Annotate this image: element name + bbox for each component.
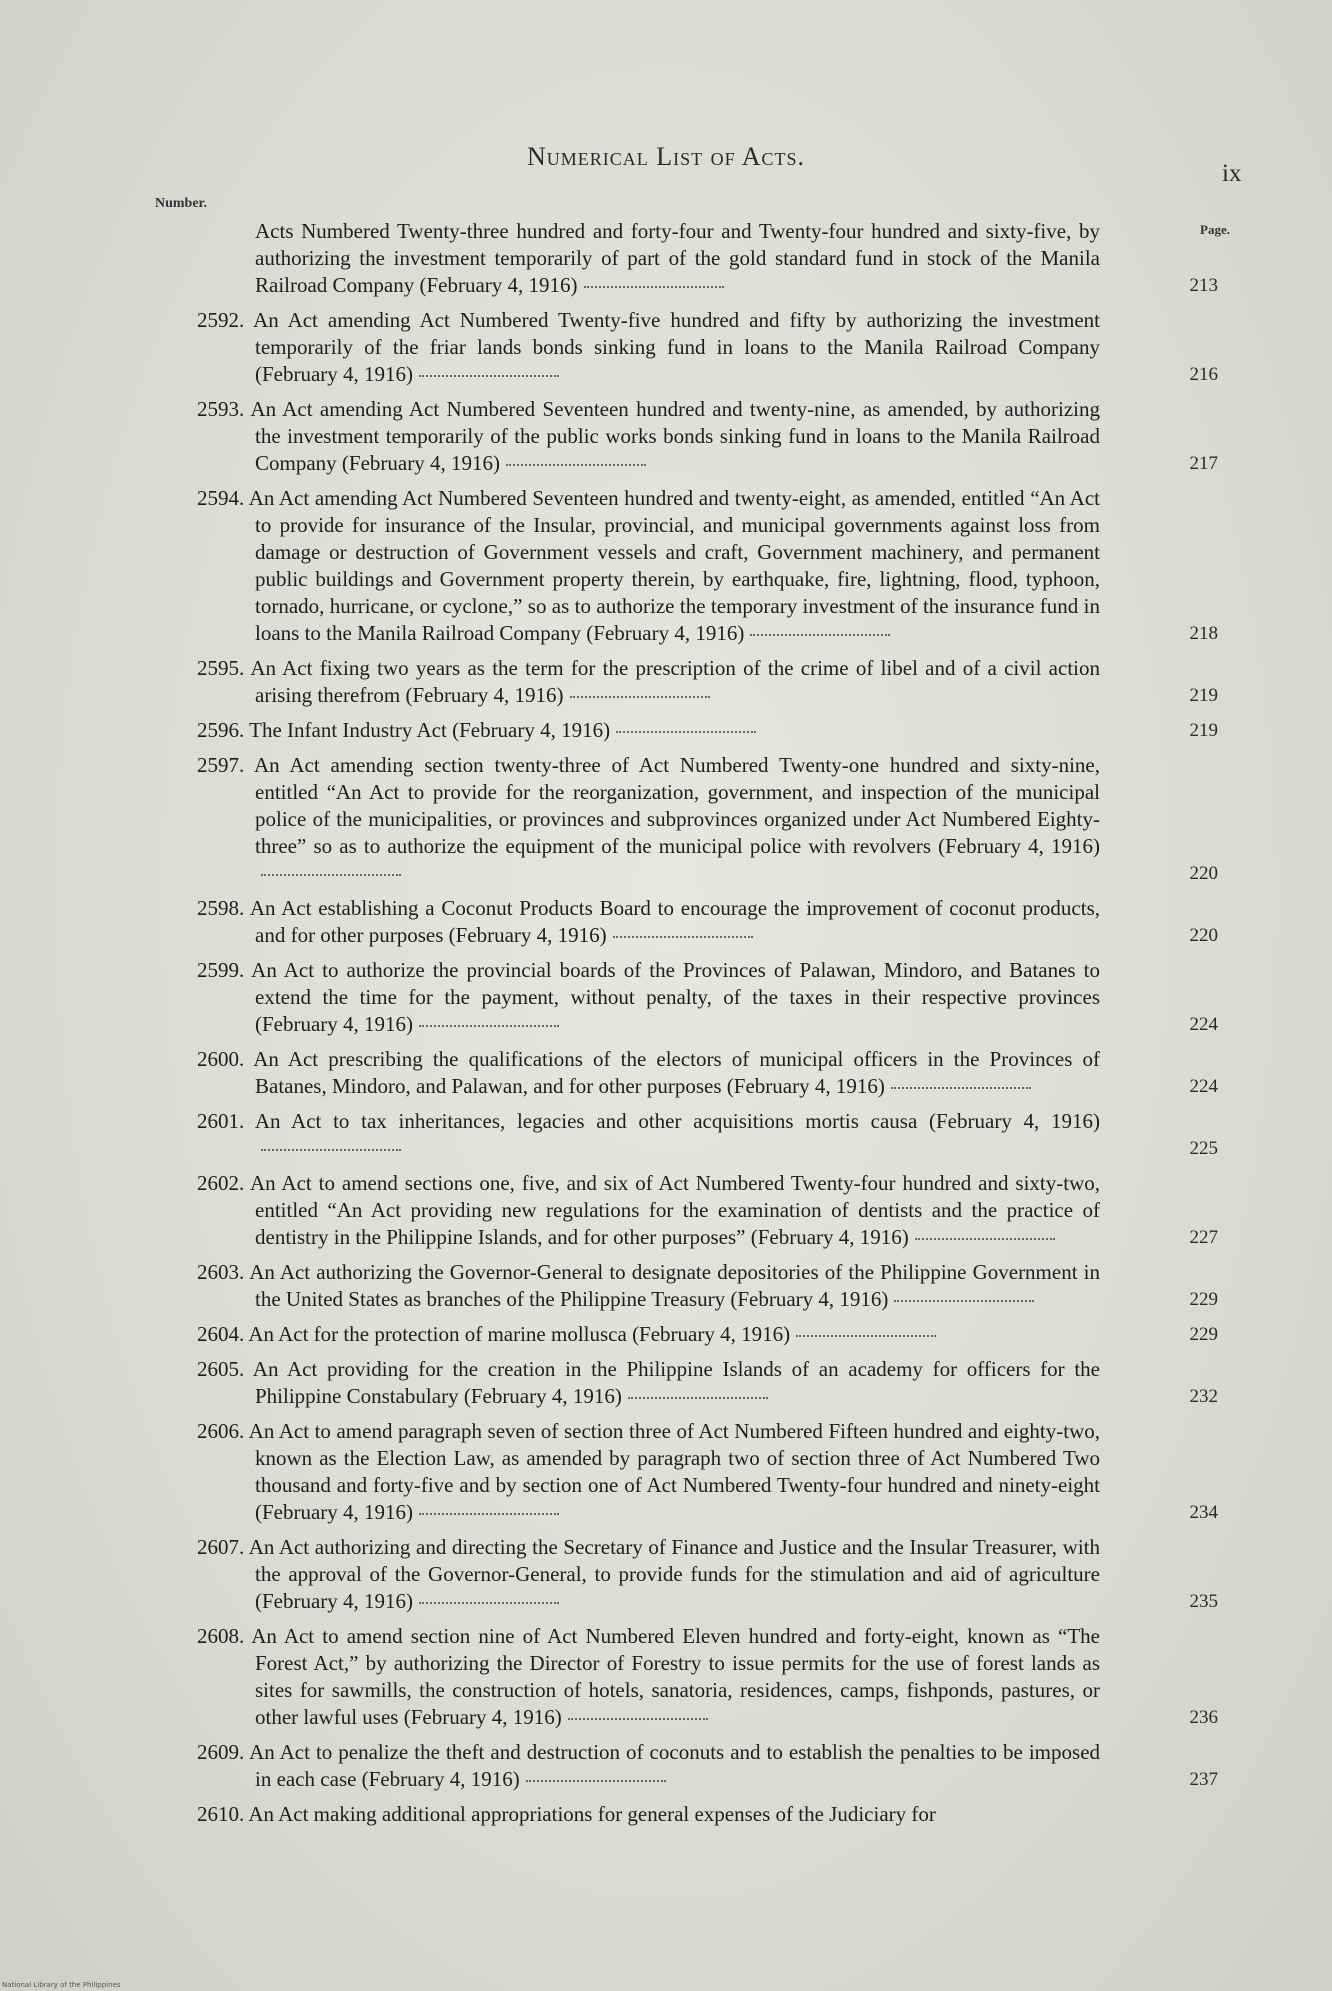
- act-description: An Act authorizing and directing the Secretary of Finance and Justice and the Insular Treasurer, with the approval of the Governor-General, to provide funds for the stimulation and aid of agriculture (February 4, 1916): [248, 1535, 1100, 1613]
- act-description: An Act providing for the creation in the Philippine Islands of an academy for officers for the Philippine Constabulary (February 4, 1916): [252, 1357, 1101, 1408]
- act-entry: [110, 752, 1260, 887]
- list-item: [110, 218, 1260, 299]
- act-entry: [110, 717, 1260, 744]
- dot-leader: [915, 1238, 1055, 1240]
- act-entry: [110, 957, 1260, 1038]
- dot-leader: [628, 1397, 768, 1399]
- dot-leader: [419, 1602, 559, 1604]
- list-item: [110, 895, 1260, 949]
- act-description: An Act amending Act Numbered Twenty-five hundred and fifty by authorizing the investment temporarily of the friar lands bonds sinking fund in loans to the Manila Railroad Company (February 4, 1916): [253, 308, 1100, 386]
- page-reference: 219: [1189, 685, 1218, 706]
- act-entry: [110, 1801, 1260, 1828]
- list-item: [110, 1356, 1260, 1410]
- list-item: [110, 1108, 1260, 1162]
- page-title: Numerical List of Acts.: [526, 142, 806, 171]
- dot-leader: [261, 874, 401, 876]
- dot-leader: [750, 634, 890, 636]
- page-reference: 237: [1189, 1769, 1218, 1790]
- act-description: An Act to amend section nine of Act Numbered Eleven hundred and forty-eight, known as “The Forest Act,” by authorizing the Director of Forestry to issue permits for the use of forest lands as sites for sawmills, the construction of hotels, sanatoria, residences, camps, fishponds, pastures, or other lawful uses (February 4, 1916): [251, 1624, 1101, 1729]
- act-description: An Act to tax inheritances, legacies and other acquisitions mortis causa (February 4, 1916): [254, 1109, 1101, 1133]
- scan-source-tag: National Library of the Philippines: [2, 1981, 121, 1989]
- act-description: An Act amending Act Numbered Seventeen hundred and twenty-nine, as amended, by authorizing the investment temporarily of the public works bonds sinking fund in loans to the Manila Railroad Company (February 4, 1916): [250, 397, 1100, 475]
- dot-leader: [891, 1087, 1031, 1089]
- act-description: An Act to amend paragraph seven of section three of Act Numbered Fifteen hundred and eighty-two, known as the Election Law, as amended by paragraph two of section three of Act Numbered Two thousand and forty-five and by section one of Act Numbered Twenty-four hundred and ninety-eight (February 4, 1916): [248, 1419, 1100, 1524]
- act-description: An Act to authorize the provincial boards of the Provinces of Palawan, Mindoro, and Batanes to extend the time for the payment, without penalty, of the taxes in their respective provinces (February 4, 1916): [251, 958, 1100, 1036]
- act-number: 2599.: [197, 958, 245, 982]
- acts-list: [110, 218, 1260, 1836]
- page-reference: 227: [1189, 1227, 1218, 1248]
- act-entry: [110, 655, 1260, 709]
- list-item: [110, 485, 1260, 647]
- dot-leader: [261, 1149, 401, 1151]
- list-item: [110, 717, 1260, 744]
- act-description: An Act fixing two years as the term for the prescription of the crime of libel and of a civil action arising therefrom (February 4, 1916): [250, 656, 1100, 707]
- dot-leader: [570, 696, 710, 698]
- list-item: [110, 1534, 1260, 1615]
- list-item: [110, 1321, 1260, 1348]
- list-item: [110, 1046, 1260, 1100]
- dot-leader: [419, 1025, 559, 1027]
- page-reference: 224: [1189, 1014, 1218, 1035]
- act-entry: [110, 485, 1260, 647]
- page-reference: 232: [1189, 1386, 1218, 1407]
- dot-leader: [419, 375, 559, 377]
- page-reference: 217: [1189, 453, 1218, 474]
- act-description: The Infant Industry Act (February 4, 1916): [249, 718, 611, 742]
- dot-leader: [796, 1335, 936, 1337]
- list-item: [110, 307, 1260, 388]
- act-number: 2596.: [197, 718, 245, 742]
- page-reference: 224: [1189, 1076, 1218, 1097]
- list-item: [110, 752, 1260, 887]
- act-entry: [110, 396, 1260, 477]
- list-item: [110, 1739, 1260, 1793]
- column-header-number: Number.: [155, 196, 207, 211]
- act-entry: [110, 1108, 1260, 1162]
- act-number: 2597.: [197, 753, 245, 777]
- act-entry: [110, 895, 1260, 949]
- act-entry: [110, 307, 1260, 388]
- page-reference: 225: [1189, 1138, 1218, 1159]
- act-entry: [110, 1170, 1260, 1251]
- page-reference: 235: [1189, 1591, 1218, 1612]
- act-entry: [110, 1623, 1260, 1731]
- act-number: 2593.: [197, 397, 245, 421]
- page-reference: 213: [1189, 275, 1218, 296]
- list-item: [110, 1418, 1260, 1526]
- list-item: [110, 655, 1260, 709]
- column-header-page: Page.: [1200, 222, 1230, 237]
- act-description: An Act to penalize the theft and destruction of coconuts and to establish the penalties to be imposed in each case (February 4, 1916): [249, 1740, 1101, 1791]
- list-item: [110, 1259, 1260, 1313]
- act-number: 2600.: [197, 1047, 245, 1071]
- act-number: 2595.: [197, 656, 245, 680]
- act-description: An Act amending Act Numbered Seventeen hundred and twenty-eight, as amended, entitled “An Act to provide for insurance of the Insular, provincial, and municipal governments against loss from damage or destruction of Government vessels and craft, Government machinery, and permanent public buildings and Government property therein, by earthquake, fire, lightning, flood, typhoon, tornado, hurricane, or cyclone,” so as to authorize the temporary investment of the insurance fund in loans to the Manila Railroad Company (February 4, 1916): [248, 486, 1100, 645]
- dot-leader: [613, 936, 753, 938]
- act-number: 2604.: [197, 1322, 245, 1346]
- act-entry: [110, 218, 1260, 299]
- page-reference: 229: [1189, 1324, 1218, 1345]
- act-description: Acts Numbered Twenty-three hundred and forty-four and Twenty-four hundred and sixty-five, by authorizing the investment temporarily of part of the gold standard fund in stock of the Manila Railroad Company (February 4, 1916): [255, 219, 1100, 297]
- act-description: An Act prescribing the qualifications of the electors of municipal officers in the Provinces of Batanes, Mindoro, and Palawan, and for other purposes (February 4, 1916): [253, 1047, 1100, 1098]
- page-reference: 229: [1189, 1289, 1218, 1310]
- act-entry: [110, 1356, 1260, 1410]
- page-number: ix: [1222, 160, 1242, 187]
- act-number: 2609.: [197, 1740, 245, 1764]
- act-number: 2606.: [197, 1419, 245, 1443]
- page-reference: 234: [1189, 1502, 1218, 1523]
- act-number: 2602.: [197, 1171, 245, 1195]
- act-number: 2592.: [197, 308, 245, 332]
- act-entry: [110, 1534, 1260, 1615]
- dot-leader: [506, 464, 646, 466]
- act-entry: [110, 1321, 1260, 1348]
- list-item: [110, 1801, 1260, 1828]
- act-entry: [110, 1418, 1260, 1526]
- act-number: 2603.: [197, 1260, 245, 1284]
- act-number: 2598.: [197, 896, 245, 920]
- act-description: An Act amending section twenty-three of Act Numbered Twenty-one hundred and sixty-nine, entitled “An Act to provide for the reorganization, government, and inspection of the municipal police of the municipalities, or provinces and subprovinces organized under Act Numbered Eighty-three” so as to authorize the equipment of the municipal police with revolvers (February 4, 1916): [253, 753, 1100, 858]
- act-number: 2608.: [197, 1624, 245, 1648]
- dot-leader: [616, 731, 756, 733]
- list-item: [110, 1170, 1260, 1251]
- act-description: An Act making additional appropriations for general expenses of the Judiciary for: [248, 1802, 936, 1826]
- page-reference: 220: [1189, 925, 1218, 946]
- act-number: 2607.: [197, 1535, 245, 1559]
- act-number: 2594.: [197, 486, 245, 510]
- act-number: 2601.: [197, 1109, 245, 1133]
- act-entry: [110, 1739, 1260, 1793]
- dot-leader: [419, 1513, 559, 1515]
- act-description: An Act establishing a Coconut Products Board to encourage the improvement of coconut products, and for other purposes (February 4, 1916): [249, 896, 1101, 947]
- dot-leader: [568, 1718, 708, 1720]
- page-reference: 219: [1189, 720, 1218, 741]
- page-reference: 216: [1189, 364, 1218, 385]
- act-entry: [110, 1046, 1260, 1100]
- list-item: [110, 1623, 1260, 1731]
- dot-leader: [526, 1780, 666, 1782]
- list-item: [110, 396, 1260, 477]
- page-reference: 218: [1189, 623, 1218, 644]
- act-description: An Act authorizing the Governor-General to designate depositories of the Philippine Government in the United States as branches of the Philippine Treasury (February 4, 1916): [249, 1260, 1100, 1311]
- dot-leader: [584, 286, 724, 288]
- act-description: An Act for the protection of marine mollusca (February 4, 1916): [248, 1322, 791, 1346]
- act-description: An Act to amend sections one, five, and six of Act Numbered Twenty-four hundred and sixty-two, entitled “An Act providing new regulations for the examination of dentists and the practice of dentistry in the Philippine Islands, and for other purposes” (February 4, 1916): [250, 1171, 1100, 1249]
- list-item: [110, 957, 1260, 1038]
- page-reference: 220: [1189, 863, 1218, 884]
- act-number: 2610.: [197, 1802, 245, 1826]
- dot-leader: [894, 1300, 1034, 1302]
- act-number: 2605.: [197, 1357, 245, 1381]
- page-reference: 236: [1189, 1707, 1218, 1728]
- act-entry: [110, 1259, 1260, 1313]
